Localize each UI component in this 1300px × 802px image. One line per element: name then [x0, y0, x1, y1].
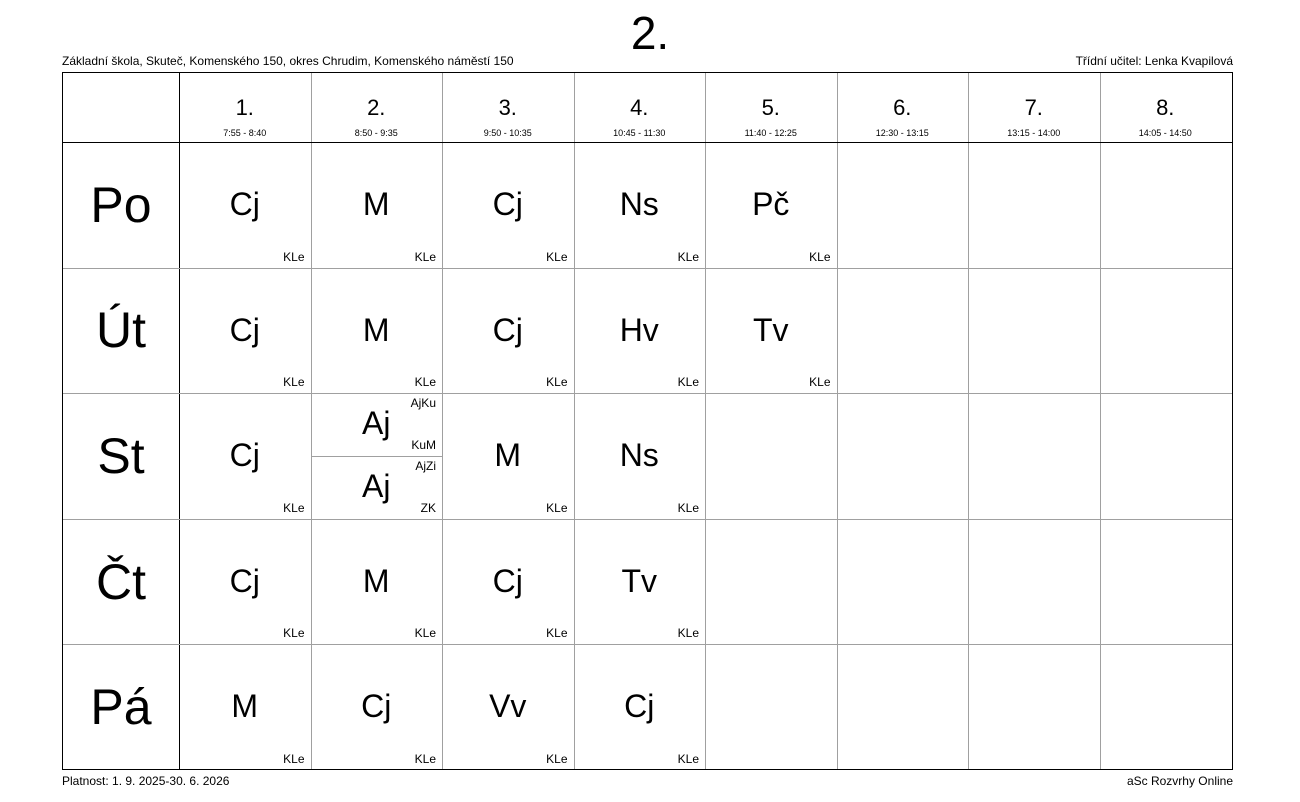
lesson-cell[interactable] [574, 519, 706, 645]
lesson-cell[interactable] [574, 142, 706, 268]
period-time: 9:50 - 10:35 [483, 128, 532, 138]
period-time: 14:05 - 14:50 [1138, 128, 1192, 138]
lesson-subject: Cj [492, 186, 523, 222]
lesson-cell[interactable] [179, 393, 311, 519]
lesson-teacher: KLe [546, 626, 568, 641]
period-number: 8. [1156, 95, 1175, 120]
lesson-teacher: KLe [283, 500, 305, 515]
lesson-teacher: KLe [283, 249, 305, 264]
lesson-subject: Cj [624, 688, 655, 725]
lesson-cell[interactable] [311, 142, 443, 268]
period-time: 7:55 - 8:40 [223, 128, 267, 138]
lesson-subject: Cj [492, 562, 523, 599]
lesson-teacher: KLe [677, 500, 699, 515]
lesson-teacher: KLe [677, 375, 699, 390]
lesson-teacher: KLe [677, 249, 699, 264]
lesson-cell[interactable] [442, 142, 574, 268]
lesson-cell[interactable] [179, 142, 311, 268]
lesson-subject: Ns [619, 437, 659, 474]
lesson-teacher: KLe [546, 249, 568, 264]
period-time: 13:15 - 14:00 [1007, 128, 1061, 138]
period-number: 4. [630, 95, 649, 120]
lesson-cell[interactable] [442, 268, 574, 394]
lesson-subject: Aj [362, 405, 391, 442]
period-number: 7. [1024, 95, 1043, 120]
class-teacher: Třídní učitel: Lenka Kvapilová [1075, 54, 1233, 68]
lesson-teacher: KuM [411, 438, 436, 453]
lesson-cell[interactable] [442, 519, 574, 645]
period-header [837, 73, 969, 142]
lesson-subject: Cj [361, 688, 392, 725]
lesson-cell[interactable] [311, 519, 443, 645]
period-number: 5. [761, 95, 780, 120]
lesson-subject: Cj [229, 186, 260, 222]
period-number: 2. [367, 95, 386, 120]
grid-column-divider [1100, 73, 1101, 769]
grid-column-divider [837, 73, 838, 769]
period-time: 10:45 - 11:30 [613, 128, 666, 138]
lesson-subject: Tv [621, 562, 658, 599]
class-title: 2. [630, 7, 670, 59]
lesson-subject: M [362, 186, 390, 222]
lesson-cell[interactable] [705, 268, 837, 394]
lesson-subject: Aj [362, 467, 391, 504]
lesson-cell[interactable] [442, 644, 574, 770]
lesson-teacher: KLe [414, 626, 436, 641]
lesson-group: AjZi [415, 458, 436, 473]
footer-brand: aSc Rozvrhy Online [1126, 774, 1233, 788]
grid-column-divider [968, 73, 969, 769]
period-header [442, 73, 574, 142]
day-label: Po [90, 176, 152, 233]
group-divider [311, 456, 443, 457]
lesson-teacher: KLe [283, 375, 305, 390]
lesson-cell[interactable] [574, 268, 706, 394]
period-header [1100, 73, 1232, 142]
period-number: 1. [235, 95, 254, 120]
lesson-subject: Tv [752, 311, 789, 348]
lesson-subject: Cj [492, 311, 523, 348]
day-label: Pá [90, 679, 152, 736]
group-lesson[interactable] [311, 393, 443, 456]
day-label: Út [96, 302, 146, 359]
lesson-teacher: KLe [414, 751, 436, 766]
lesson-teacher: KLe [546, 751, 568, 766]
lesson-teacher: KLe [283, 626, 305, 641]
lesson-subject: M [362, 311, 390, 348]
lesson-subject: M [362, 562, 390, 599]
lesson-cell[interactable] [311, 393, 443, 519]
lesson-cell[interactable] [311, 268, 443, 394]
lesson-teacher: KLe [677, 626, 699, 641]
lesson-subject: M [494, 437, 522, 474]
lesson-subject: M [231, 688, 259, 725]
lesson-subject: Ns [619, 186, 659, 222]
day-label: Čt [96, 553, 146, 610]
group-lesson[interactable] [311, 456, 443, 519]
lesson-cell[interactable] [179, 644, 311, 770]
period-time: 12:30 - 13:15 [875, 128, 929, 138]
lesson-subject: Cj [229, 311, 260, 348]
lesson-cell[interactable] [705, 142, 837, 268]
lesson-subject: Pč [752, 186, 790, 222]
period-header [705, 73, 837, 142]
lesson-teacher: KLe [546, 375, 568, 390]
validity-period: Platnost: 1. 9. 2025-30. 6. 2026 [62, 774, 230, 788]
lesson-teacher: KLe [414, 249, 436, 264]
school-name: Základní škola, Skuteč, Komenského 150, okres Chrudim, Komenského náměstí 150 [62, 54, 514, 68]
period-header [574, 73, 706, 142]
lesson-subject: Cj [229, 437, 260, 474]
lesson-cell[interactable] [179, 519, 311, 645]
lesson-cell[interactable] [311, 644, 443, 770]
lesson-teacher: KLe [414, 375, 436, 390]
lesson-subject: Hv [619, 311, 659, 348]
lesson-cell[interactable] [574, 393, 706, 519]
lesson-cell[interactable] [574, 644, 706, 770]
lesson-subject: Cj [229, 562, 260, 599]
period-number: 3. [498, 95, 517, 120]
lesson-subject: Vv [489, 688, 527, 725]
lesson-teacher: KLe [677, 751, 699, 766]
lesson-teacher: KLe [809, 249, 831, 264]
period-number: 6. [893, 95, 912, 120]
period-header [179, 73, 311, 142]
lesson-cell[interactable] [442, 393, 574, 519]
timetable-grid [62, 72, 1233, 770]
lesson-teacher: KLe [809, 375, 831, 390]
period-header [311, 73, 443, 142]
lesson-teacher: KLe [283, 751, 305, 766]
period-header [968, 73, 1100, 142]
lesson-cell[interactable] [179, 268, 311, 394]
period-time: 8:50 - 9:35 [354, 128, 398, 138]
lesson-teacher: KLe [546, 500, 568, 515]
lesson-teacher: ZK [420, 500, 436, 515]
lesson-group: AjKu [410, 396, 436, 411]
period-time: 11:40 - 12:25 [744, 128, 797, 138]
day-label: St [97, 427, 145, 484]
